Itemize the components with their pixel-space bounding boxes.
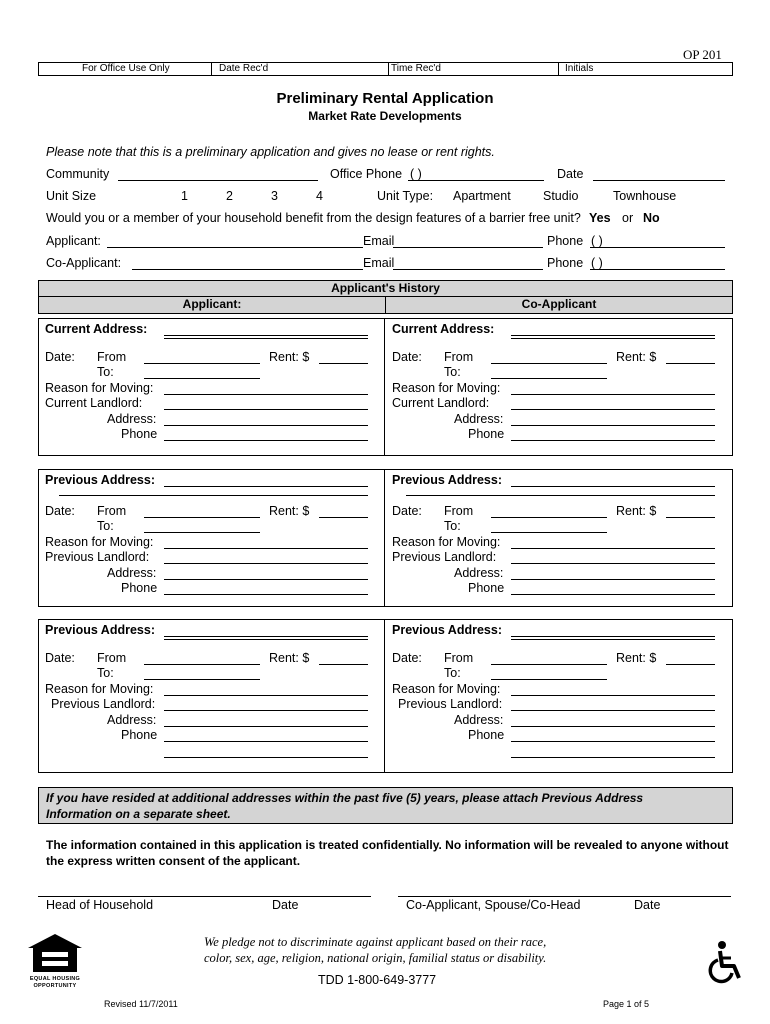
pledge-text: We pledge not to discriminate against applicant based on their race, color, sex, age, religion, national origin, familial status or disability. [204, 935, 547, 965]
co-applicant-extra-line[interactable] [511, 757, 715, 758]
co-applicant-from-label: From [444, 504, 474, 518]
applicant-landlord-phone-label: Phone [121, 581, 158, 595]
history-title: Applicant's History [331, 281, 440, 295]
applicant-rent-field[interactable] [319, 664, 368, 665]
applicant-reason-label: Reason for Moving: [45, 381, 154, 395]
applicant-from-field[interactable] [144, 517, 260, 518]
applicant-address-label: Current Address: [45, 322, 148, 336]
applicant-from-label: From [97, 504, 127, 518]
community-field[interactable] [118, 180, 318, 181]
applicant-rent-field[interactable] [319, 363, 368, 364]
applicant-landlord-address-field[interactable] [164, 579, 368, 580]
column-divider [384, 470, 385, 606]
applicant-landlord-phone-field[interactable] [164, 741, 368, 742]
co-applicant-phone-field[interactable] [590, 269, 725, 270]
applicant-landlord-phone-field[interactable] [164, 440, 368, 441]
attach-note: If you have resided at additional addresses within the past five (5) years, please attach Previous Address Information on a separate sheet. [46, 791, 644, 821]
co-applicant-landlord-address-label: Address: [454, 713, 504, 727]
applicant-to-field[interactable] [144, 378, 260, 379]
applicant-reason-label: Reason for Moving: [45, 682, 154, 696]
applicant-phone-label: Phone [547, 234, 584, 248]
unit-type-apartment[interactable]: Apartment [453, 189, 511, 203]
time-recd-label: Time Rec'd [391, 63, 441, 74]
co-applicant-from-field[interactable] [491, 363, 607, 364]
co-applicant-landlord-label: Previous Landlord: [392, 550, 497, 564]
co-applicant-landlord-phone-label: Phone [468, 728, 505, 742]
co-applicant-landlord-phone-label: Phone [468, 581, 505, 595]
co-applicant-landlord-address-field[interactable] [511, 579, 715, 580]
applicant-reason-field[interactable] [164, 695, 368, 696]
co-applicant-rent-field[interactable] [666, 363, 715, 364]
applicant-to-field[interactable] [144, 679, 260, 680]
co-applicant-rent-field[interactable] [666, 664, 715, 665]
applicant-to-label: To: [97, 519, 114, 533]
tdd-number: TDD 1-800-649-3777 [318, 973, 437, 987]
co-applicant-from-label: From [444, 651, 474, 665]
co-applicant-rent-field[interactable] [666, 517, 715, 518]
co-applicant-reason-label: Reason for Moving: [392, 682, 501, 696]
applicant-name-field[interactable] [107, 247, 363, 248]
co-applicant-landlord-address-label: Address: [454, 566, 504, 580]
co-applicant-from-field[interactable] [491, 664, 607, 665]
head-signature-line[interactable] [38, 896, 371, 897]
co-applicant-email-field[interactable] [393, 269, 543, 270]
applicant-landlord-field[interactable] [164, 710, 368, 711]
history-applicant-col: Applicant: [182, 297, 242, 311]
office-phone-field[interactable] [408, 180, 544, 181]
co-applicant-landlord-phone-field[interactable] [511, 440, 715, 441]
applicant-to-label: To: [97, 666, 114, 680]
co-applicant-name-field[interactable] [132, 269, 363, 270]
co-applicant-to-label: To: [444, 519, 461, 533]
applicant-date-label: Date: [45, 504, 75, 518]
applicant-reason-label: Reason for Moving: [45, 535, 154, 549]
applicant-landlord-address-label: Address: [107, 566, 157, 580]
co-applicant-from-field[interactable] [491, 517, 607, 518]
co-applicant-landlord-phone-field[interactable] [511, 594, 715, 595]
co-applicant-sign-label: Co-Applicant, Spouse/Co-Head [406, 898, 581, 912]
co-applicant-address-label: Previous Address: [392, 623, 502, 637]
co-applicant-reason-field[interactable] [511, 394, 715, 395]
applicant-phone-paren: ( ) [591, 234, 603, 248]
applicant-landlord-phone-field[interactable] [164, 594, 368, 595]
co-applicant-rent-label: Rent: $ [616, 504, 657, 518]
office-use-label: For Office Use Only [82, 63, 170, 74]
applicant-address-label: Previous Address: [45, 623, 155, 637]
co-applicant-address-label: Current Address: [392, 322, 495, 336]
address-box [38, 469, 733, 607]
applicant-address-line2[interactable] [164, 338, 368, 339]
applicant-address-field[interactable] [164, 486, 368, 487]
applicant-to-label: To: [97, 365, 114, 379]
logo-text: EQUAL HOUSING OPPORTUNITY [29, 976, 81, 989]
applicant-address-field[interactable] [164, 636, 368, 637]
unit-size-4[interactable]: 4 [316, 189, 323, 203]
applicant-landlord-field[interactable] [164, 563, 368, 564]
date-field[interactable] [593, 180, 725, 181]
address-box [38, 318, 733, 456]
date-label: Date [557, 167, 584, 181]
co-applicant-date-label: Date: [392, 651, 422, 665]
applicant-label: Applicant: [46, 234, 101, 248]
co-applicant-landlord-address-field[interactable] [511, 425, 715, 426]
unit-size-1[interactable]: 1 [181, 189, 188, 203]
applicant-phone-field[interactable] [590, 247, 725, 248]
unit-type-label: Unit Type: [377, 189, 434, 203]
head-of-household-label: Head of Household [46, 898, 154, 912]
co-applicant-reason-field[interactable] [511, 695, 715, 696]
applicant-to-field[interactable] [144, 532, 260, 533]
applicant-email-label: Email [363, 234, 395, 248]
co-applicant-address-line2[interactable] [406, 495, 715, 496]
applicant-date-label: Date: [45, 651, 75, 665]
applicant-extra-line[interactable] [164, 757, 368, 758]
co-applicant-landlord-field[interactable] [511, 409, 715, 410]
applicant-landlord-phone-label: Phone [121, 427, 158, 441]
co-applicant-rent-label: Rent: $ [616, 651, 657, 665]
history-header [38, 280, 733, 314]
form-code: OP 201 [683, 47, 722, 62]
applicant-landlord-label: Previous Landlord: [51, 697, 156, 711]
barrier-no[interactable]: No [643, 211, 660, 225]
barrier-or: or [622, 211, 634, 225]
applicant-landlord-label: Previous Landlord: [45, 550, 150, 564]
column-divider [384, 620, 385, 772]
co-applicant-landlord-address-field[interactable] [511, 726, 715, 727]
co-applicant-landlord-address-label: Address: [454, 412, 504, 426]
co-applicant-landlord-field[interactable] [511, 563, 715, 564]
wheelchair-icon [706, 940, 746, 986]
co-applicant-landlord-phone-label: Phone [468, 427, 505, 441]
applicant-rent-field[interactable] [319, 517, 368, 518]
applicant-rent-label: Rent: $ [269, 651, 310, 665]
co-applicant-phone-paren: ( ) [591, 256, 603, 270]
applicant-landlord-phone-label: Phone [121, 728, 158, 742]
attach-note-box [38, 787, 733, 824]
unit-type-studio[interactable]: Studio [543, 189, 579, 203]
co-applicant-date-label: Date: [392, 350, 422, 364]
revised-date: Revised 11/7/2011 [104, 999, 178, 1009]
unit-type-townhouse[interactable]: Townhouse [613, 189, 677, 203]
barrier-yes[interactable]: Yes [589, 211, 611, 225]
co-signature-line[interactable] [398, 896, 731, 897]
applicant-rent-label: Rent: $ [269, 504, 310, 518]
office-phone-label: Office Phone [330, 167, 403, 181]
co-applicant-address-field[interactable] [511, 486, 715, 487]
co-applicant-to-label: To: [444, 666, 461, 680]
preliminary-note: Please note that this is a preliminary application and gives no lease or rent rights. [46, 145, 495, 159]
co-applicant-address-label: Previous Address: [392, 473, 502, 487]
applicant-address-line2[interactable] [59, 495, 368, 496]
applicant-reason-field[interactable] [164, 548, 368, 549]
co-applicant-date-label: Date: [392, 504, 422, 518]
co-applicant-to-field[interactable] [491, 378, 607, 379]
co-applicant-label: Co-Applicant: [46, 256, 122, 270]
co-applicant-email-label: Email [363, 256, 395, 270]
co-applicant-reason-label: Reason for Moving: [392, 381, 501, 395]
equal-housing-logo [22, 932, 88, 992]
barrier-question: Would you or a member of your household benefit from the design features of a barrier free unit? [46, 211, 581, 225]
unit-size-3[interactable]: 3 [271, 189, 278, 203]
co-applicant-landlord-label: Previous Landlord: [398, 697, 503, 711]
co-applicant-to-field[interactable] [491, 532, 607, 533]
applicant-landlord-address-field[interactable] [164, 726, 368, 727]
applicant-from-field[interactable] [144, 664, 260, 665]
applicant-landlord-address-field[interactable] [164, 425, 368, 426]
co-applicant-address-line2[interactable] [511, 338, 715, 339]
co-applicant-landlord-phone-field[interactable] [511, 741, 715, 742]
head-date-label: Date [272, 898, 299, 912]
community-label: Community [46, 167, 110, 181]
applicant-reason-field[interactable] [164, 394, 368, 395]
applicant-landlord-field[interactable] [164, 409, 368, 410]
co-applicant-address-field[interactable] [511, 335, 715, 336]
date-recd-label: Date Rec'd [219, 63, 269, 74]
co-applicant-landlord-label: Current Landlord: [392, 396, 490, 410]
co-applicant-to-field[interactable] [491, 679, 607, 680]
co-applicant-rent-label: Rent: $ [616, 350, 657, 364]
applicant-rent-label: Rent: $ [269, 350, 310, 364]
co-applicant-landlord-field[interactable] [511, 710, 715, 711]
applicant-from-label: From [97, 651, 127, 665]
applicant-address-field[interactable] [164, 335, 368, 336]
applicant-address-label: Previous Address: [45, 473, 155, 487]
confidential-note: The information contained in this application is treated confidentially. No information will be revealed to anyone without the express written consent of the applicant. [46, 838, 729, 868]
unit-size-2[interactable]: 2 [226, 189, 233, 203]
applicant-landlord-address-label: Address: [107, 713, 157, 727]
initials-label: Initials [565, 63, 594, 74]
co-date-label: Date [634, 898, 661, 912]
applicant-landlord-label: Current Landlord: [45, 396, 143, 410]
applicant-address-line2[interactable] [164, 639, 368, 640]
co-applicant-from-label: From [444, 350, 474, 364]
applicant-landlord-address-label: Address: [107, 412, 157, 426]
column-divider [384, 319, 385, 455]
applicant-from-field[interactable] [144, 363, 260, 364]
address-box [38, 619, 733, 773]
history-coapplicant-col: Co-Applicant [521, 297, 597, 311]
applicant-from-label: From [97, 350, 127, 364]
co-applicant-reason-label: Reason for Moving: [392, 535, 501, 549]
co-applicant-address-line2[interactable] [511, 639, 715, 640]
unit-size-label: Unit Size [46, 189, 97, 203]
applicant-email-field[interactable] [393, 247, 543, 248]
house-icon [22, 932, 88, 976]
page-title: Preliminary Rental Application [276, 90, 494, 107]
co-applicant-reason-field[interactable] [511, 548, 715, 549]
office-phone-paren: ( ) [410, 167, 422, 181]
page-subtitle: Market Rate Developments [308, 109, 462, 123]
applicant-date-label: Date: [45, 350, 75, 364]
co-applicant-phone-label: Phone [547, 256, 584, 270]
co-applicant-address-field[interactable] [511, 636, 715, 637]
office-use-bar [38, 62, 733, 76]
co-applicant-to-label: To: [444, 365, 461, 379]
page-number: Page 1 of 5 [603, 999, 650, 1009]
